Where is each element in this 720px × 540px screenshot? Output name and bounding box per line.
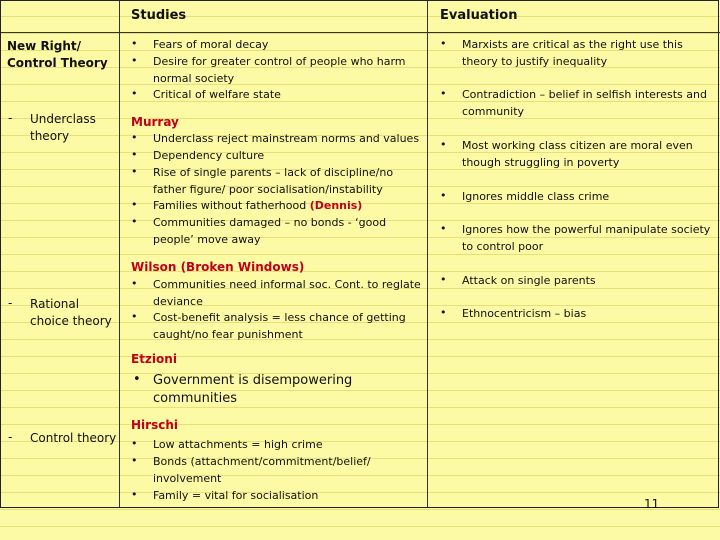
wilson-heading: Wilson (Broken Windows) — [131, 260, 305, 274]
bullet: • — [440, 189, 447, 202]
dash-rational: - — [8, 296, 13, 310]
bullet: • — [131, 277, 138, 290]
study-item: Dependency culture — [153, 149, 265, 162]
study-item: Critical of welfare state — [153, 88, 281, 101]
rational-choice-label: Rational choice theory — [30, 297, 112, 328]
bullet: • — [131, 37, 138, 50]
murray-heading: Murray — [131, 115, 179, 129]
control-theory-label: Control theory — [30, 431, 117, 445]
page-number: 11 — [644, 497, 660, 511]
study-item: Communities damaged – no bonds - ‘good people’ move away — [153, 216, 387, 246]
bullet: • — [440, 138, 447, 151]
study-item: Family = vital for socialisation — [153, 489, 319, 502]
bullet: • — [131, 215, 138, 228]
bullet: • — [440, 273, 447, 286]
bullet: • — [440, 222, 447, 235]
divider-right — [427, 1, 428, 507]
bullet: • — [131, 87, 138, 100]
evaluation-item: Marxists are critical as the right use this theory to justify inequality — [462, 38, 683, 68]
bullet: • — [131, 165, 138, 178]
bullet: • — [131, 437, 138, 450]
study-item: Low attachments = high crime — [153, 438, 323, 451]
bullet: • — [440, 37, 447, 50]
study-item: Underclass reject mainstream norms and values — [153, 132, 420, 145]
bullet: • — [440, 87, 447, 100]
study-item: Communities need informal soc. Cont. to reglate deviance — [153, 278, 421, 308]
evaluation-item: Most working class citizen are moral even though struggling in poverty — [462, 139, 693, 169]
bullet: • — [131, 488, 138, 501]
bullet: • — [440, 306, 447, 319]
theory-title: New Right/ Control Theory — [7, 39, 108, 70]
study-item: Fears of moral decay — [153, 38, 269, 51]
study-item: Desire for greater control of people who harm normal society — [153, 55, 406, 85]
evaluation-item: Ignores middle class crime — [462, 190, 610, 203]
study-item: Bonds (attachment/commitment/belief/ involvement — [153, 455, 371, 485]
bullet: • — [131, 148, 138, 161]
divider-left — [119, 1, 120, 507]
dash-control: - — [8, 430, 13, 444]
etzioni-heading: Etzioni — [131, 352, 177, 366]
bullet: • — [131, 54, 138, 67]
evaluation-item: Attack on single parents — [462, 274, 596, 287]
header-studies: Studies — [131, 8, 187, 23]
divider-header — [1, 32, 720, 33]
evaluation-item: Contradiction – belief in selfish interests and community — [462, 88, 707, 118]
study-item-families — [153, 198, 421, 215]
bullet: • — [131, 131, 138, 144]
bullet: • — [131, 198, 138, 211]
study-item: Rise of single parents – lack of discipline/no father figure/ poor socialisation/instability — [153, 166, 394, 196]
dennis-reference: (Dennis) — [309, 199, 363, 212]
hirschi-heading: Hirschi — [131, 418, 178, 432]
bullet: • — [131, 454, 138, 467]
header-evaluation: Evaluation — [440, 8, 518, 23]
dash-underclass: - — [8, 111, 13, 125]
bullet: • — [131, 310, 138, 323]
evaluation-item: Ignores how the powerful manipulate society to control poor — [462, 223, 711, 253]
underclass-theory-label: Underclass theory — [30, 112, 96, 143]
study-item: Government is disempowering communities — [153, 373, 353, 406]
study-item: Cost-benefit analysis = less chance of getting caught/no fear punishment — [153, 311, 406, 341]
families-text: Families without fatherhood — [153, 199, 310, 212]
bullet: • — [133, 372, 141, 387]
evaluation-item: Ethnocentricism – bias — [462, 307, 587, 320]
